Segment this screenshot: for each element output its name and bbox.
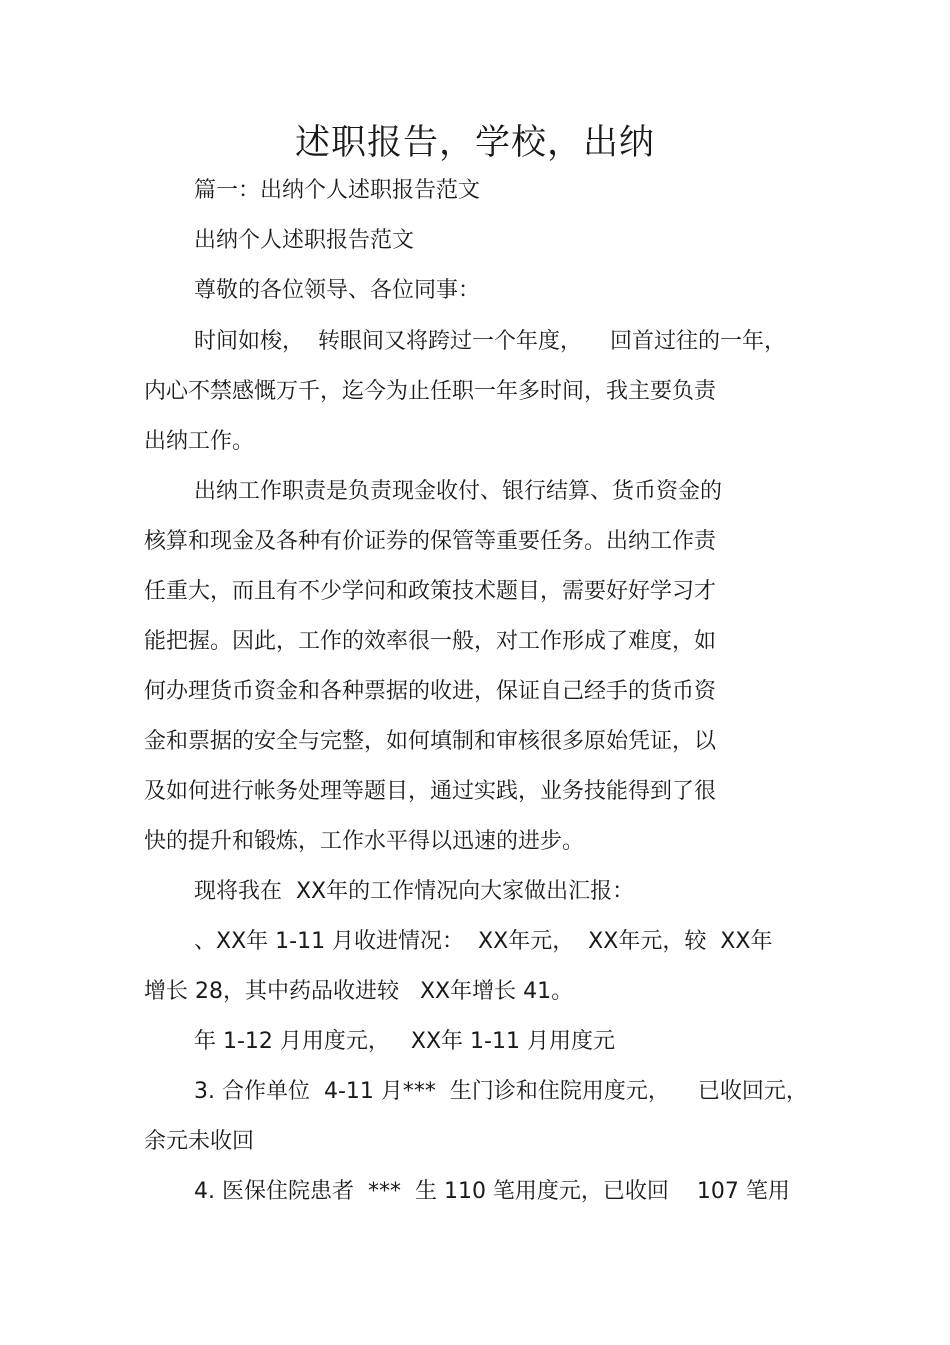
section-heading: 篇一：出纳个人述职报告范文 bbox=[194, 178, 481, 203]
paragraph-line: 出纳工作职责是负责现金收付、银行结算、货币资金的 bbox=[194, 479, 723, 504]
paragraph-line: 现将我在 XX年的工作情况向大家做出汇报： bbox=[194, 879, 635, 904]
paragraph-line: 出纳工作。 bbox=[144, 429, 255, 454]
paragraph-line: 3. 合作单位 4-11 月*** 生门诊和住院用度元， 已收回元， bbox=[194, 1079, 808, 1104]
paragraph-line: 、XX年 1-11 月收进情况： XX年元， XX年元，较 XX年 bbox=[194, 929, 773, 954]
paragraph-line: 能把握。因此，工作的效率很一般，对工作形成了难度，如 bbox=[144, 629, 717, 654]
paragraph-line: 快的提升和锻炼，工作水平得以迅速的进步。 bbox=[144, 829, 585, 854]
document-title: 述职报告，学校，出纳 bbox=[294, 123, 655, 163]
paragraph-line: 增长 28，其中药品收进较 XX年增长 41。 bbox=[144, 979, 574, 1004]
paragraph-line: 余元未收回 bbox=[144, 1129, 255, 1154]
paragraph-line: 任重大，而且有不少学问和政策技术题目，需要好好学习才 bbox=[144, 579, 717, 604]
paragraph-line: 内心不禁感慨万千，迄今为止任职一年多时间，我主要负责 bbox=[144, 379, 717, 404]
paragraph-line: 核算和现金及各种有价证券的保管等重要任务。出纳工作责 bbox=[144, 529, 717, 554]
salutation: 尊敬的各位领导、各位同事： bbox=[194, 278, 481, 303]
paragraph-line: 及如何进行帐务处理等题目，通过实践，业务技能得到了很 bbox=[144, 779, 717, 804]
paragraph-line: 金和票据的安全与完整，如何填制和审核很多原始凭证，以 bbox=[144, 729, 717, 754]
paragraph-line: 年 1-12 月用度元， XX年 1-11 月用度元 bbox=[194, 1029, 615, 1054]
paragraph-line: 4. 医保住院患者 *** 生 110 笔用度元，已收回 107 笔用 bbox=[194, 1179, 790, 1204]
paragraph-line: 时间如梭， 转眼间又将跨过一个年度， 回首过往的一年， bbox=[194, 329, 786, 354]
sub-heading: 出纳个人述职报告范文 bbox=[194, 228, 415, 253]
paragraph-line: 何办理货币资金和各种票据的收进，保证自己经手的货币资 bbox=[144, 679, 717, 704]
